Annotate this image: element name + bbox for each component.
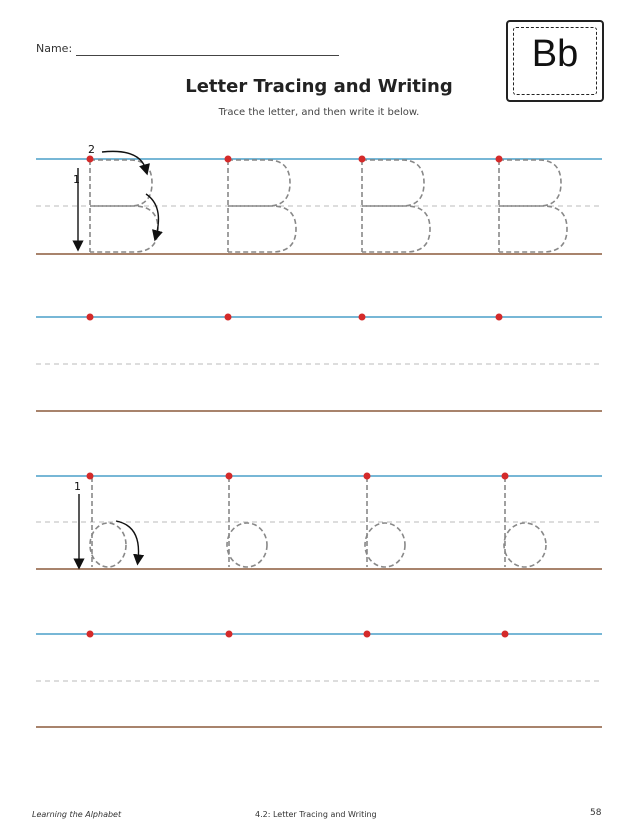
start-dot bbox=[364, 473, 371, 480]
traceable-uppercase-b[interactable] bbox=[499, 160, 567, 252]
stroke-number-1: 1 bbox=[74, 480, 81, 493]
start-dot bbox=[87, 473, 94, 480]
stroke-arrow-curve bbox=[146, 194, 158, 236]
start-dot bbox=[225, 314, 232, 321]
page-title: Letter Tracing and Writing bbox=[185, 76, 453, 97]
stroke-number-2: 2 bbox=[88, 143, 95, 156]
start-dot bbox=[502, 631, 509, 638]
footer-book-title: Learning the Alphabet bbox=[32, 810, 122, 819]
letter-badge-text: Bb bbox=[531, 33, 579, 75]
start-dot bbox=[226, 473, 233, 480]
page-subtitle: Trace the letter, and then write it below. bbox=[218, 107, 420, 118]
start-dot bbox=[359, 314, 366, 321]
footer-section-title: 4.2: Letter Tracing and Writing bbox=[255, 810, 377, 819]
uppercase-trace-row bbox=[36, 143, 602, 254]
uppercase-practice-row[interactable] bbox=[36, 314, 602, 412]
name-label: Name: bbox=[36, 42, 73, 55]
traceable-uppercase-b[interactable] bbox=[228, 160, 296, 252]
traceable-uppercase-b[interactable] bbox=[362, 160, 430, 252]
lowercase-trace-row bbox=[36, 473, 602, 570]
page-number: 58 bbox=[590, 808, 602, 818]
start-dot bbox=[502, 473, 509, 480]
start-dot bbox=[496, 156, 503, 163]
start-dot bbox=[87, 156, 94, 163]
stroke-number-1: 1 bbox=[73, 173, 80, 186]
start-dot bbox=[225, 156, 232, 163]
start-dot bbox=[364, 631, 371, 638]
start-dot bbox=[87, 631, 94, 638]
start-dot bbox=[359, 156, 366, 163]
start-dot bbox=[87, 314, 94, 321]
start-dot bbox=[226, 631, 233, 638]
start-dot bbox=[496, 314, 503, 321]
lowercase-practice-row[interactable] bbox=[36, 631, 602, 728]
